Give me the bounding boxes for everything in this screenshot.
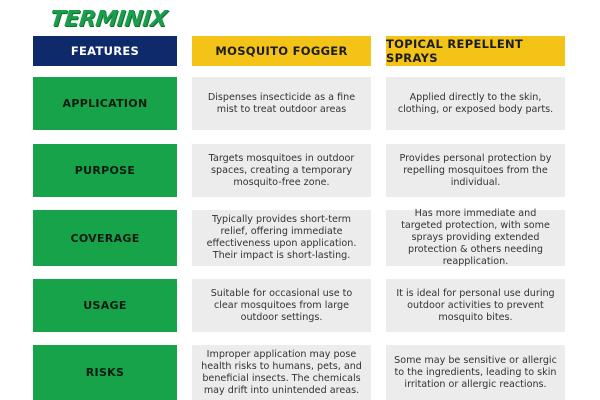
header-features: FEATURES [33,36,177,66]
cell-sprays-purpose: Provides personal protection by repelling mosquitoes from the individual. [386,144,565,197]
feature-application: APPLICATION [33,77,177,130]
cell-fogger-purpose: Targets mosquitoes in outdoor spaces, creating a temporary mosquito-free zone. [192,144,371,197]
cell-fogger-application: Dispenses insecticide as a fine mist to treat outdoor areas [192,77,371,130]
cell-sprays-usage: It is ideal for personal use during outdoor activities to prevent mosquito bites. [386,279,565,332]
cell-fogger-usage: Suitable for occasional use to clear mosquitoes from large outdoor settings. [192,279,371,332]
feature-coverage: COVERAGE [33,210,177,266]
feature-usage: USAGE [33,279,177,332]
cell-sprays-risks: Some may be sensitive or allergic to the ingredients, leading to skin irritation or allergic reactions. [386,345,565,400]
cell-fogger-risks: Improper application may pose health risks to humans, pets, and beneficial insects. The chemicals may drift into unintended areas. [192,345,371,400]
feature-risks: RISKS [33,345,177,400]
feature-purpose: PURPOSE [33,144,177,197]
cell-fogger-coverage: Typically provides short-term relief, offering immediate effectiveness upon application. Their impact is short-lasting. [192,210,371,266]
cell-sprays-coverage: Has more immediate and targeted protection, with some sprays providing extended protection & others needing reapplication. [386,210,565,266]
cell-sprays-application: Applied directly to the skin, clothing, or exposed body parts. [386,77,565,130]
header-topical-repellent-sprays: TOPICAL REPELLENT SPRAYS [386,36,565,66]
terminix-logo: TERMINIX [48,7,168,32]
header-mosquito-fogger: MOSQUITO FOGGER [192,36,371,66]
